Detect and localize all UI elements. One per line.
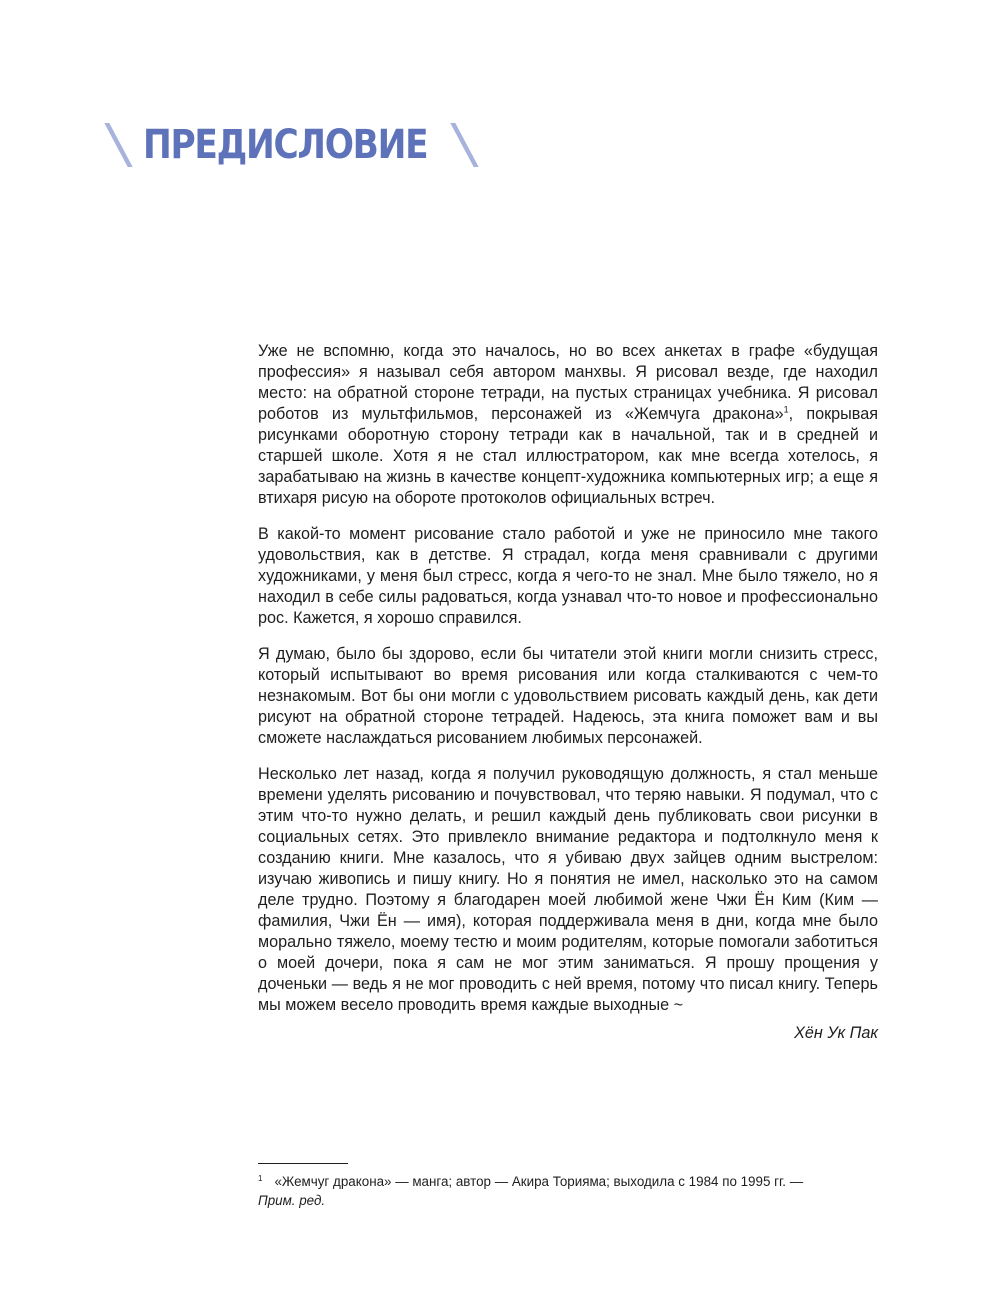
body-text bbox=[258, 341, 878, 1044]
page-title bbox=[116, 120, 467, 170]
paragraph-1 bbox=[258, 341, 878, 509]
footnote-ref-1: 1 bbox=[783, 404, 789, 415]
paragraph-3: Я думаю, было бы здорово, если бы читатели этой книги могли снизить стресс, который испытывают во время рисования или когда сталкиваются с чем-то незнакомым. Вот бы они могли с удовольствием рисовать каждый день, как дети рисуют на обратной стороне тетрадей. Надеюсь, эта книга поможет вам и вы сможете наслаждаться рисованием любимых персонажей. bbox=[258, 645, 878, 747]
footnote-text: «Жемчуг дракона» — манга; автор — Акира Торияма; выходила с 1984 по 1995 гг. — bbox=[274, 1174, 804, 1189]
footnote-divider bbox=[258, 1163, 348, 1164]
decorative-slash-left bbox=[104, 123, 132, 167]
paragraph-2: В какой-то момент рисование стало работой и уже не приносило мне такого удовольствия, как в детстве. Я страдал, когда меня сравнивали с другими художниками, у меня был стресс, когда я чего-то не знал. Мне было тяжело, но я находил в себе силы радоваться, когда узнавал что-то новое и профессионально рос. Кажется, я хорошо справился. bbox=[258, 525, 878, 627]
page-title-text: ПРЕДИСЛОВИЕ bbox=[143, 122, 428, 168]
paragraph-1-part-b: , покрывая рисунками оборотную сторону тетради как в начальной, так и в средней и старшей школе. Хотя я не стал иллюстратором, как мне всегда хотелось, я зарабатываю на жизнь в качестве концепт-художника компьютерных игр; а еще я втихаря рисую на обороте протоколов официальных встреч. bbox=[258, 405, 878, 507]
decorative-slash-right bbox=[450, 123, 478, 167]
footnote-number: 1 bbox=[258, 1173, 263, 1183]
author-signature: Хён Ук Пак bbox=[794, 1024, 878, 1042]
footnote bbox=[258, 1172, 878, 1210]
paragraph-4: Несколько лет назад, когда я получил руководящую должность, я стал меньше времени уделять рисованию и почувствовал, что теряю навыки. Я подумал, что с этим что-то нужно делать, и решил каждый день публиковать свои рисунки в социальных сетях. Это привлекло внимание редактора и подтолкнуло меня к созданию книги. Мне казалось, что я убиваю двух зайцев одним выстрелом: изучаю живопись и пишу книгу. Но я понятия не имел, насколько это на самом деле трудно. Поэтому я благодарен моей любимой жене Чжи Ён Ким (Ким — фамилия, Чжи Ён — имя), которая поддерживала меня в дни, когда мне было морально тяжело, моему тестю и моим родителям, которые помогали заботиться о моей дочери, пока я сам не мог этим заниматься. Я прошу прощения у доченьки — ведь я не мог проводить с ней время, потому что писал книгу. Теперь мы можем весело проводить время каждые выходные ~ bbox=[258, 765, 878, 1014]
footnote-editor-note: Прим. ред. bbox=[258, 1193, 326, 1208]
paragraph-1-part-a: Уже не вспомню, когда это началось, но во всех анкетах в графе «будущая профессия» я называл себя автором манхвы. Я рисовал везде, где находил место: на обратной стороне тетради, на пустых страницах учебника. Я рисовал роботов из мультфильмов, персонажей из «Жемчуга дракона» bbox=[258, 342, 878, 423]
